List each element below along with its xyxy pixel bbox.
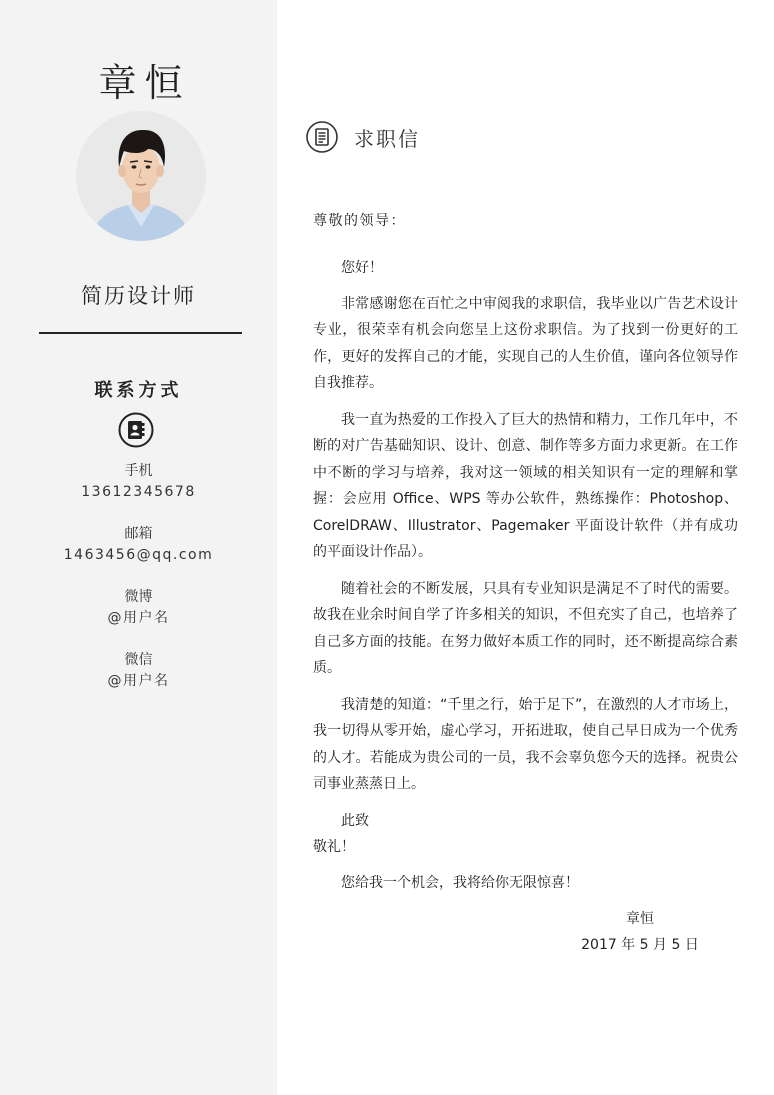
contact-value: @用户名 [107, 610, 170, 626]
job-title: 简历设计师 [81, 284, 196, 308]
signature-date: 2017 年 5 月 5 日 [581, 937, 699, 953]
contact-email [0, 524, 277, 587]
contact-value: 13612345678 [81, 484, 196, 500]
address-book-icon [118, 412, 154, 448]
contact-weibo [0, 587, 277, 650]
contact-value: @用户名 [107, 673, 170, 689]
divider [39, 332, 242, 334]
letter-greeting: 尊敬的领导： [313, 213, 406, 229]
letter-signature [540, 906, 740, 958]
letter-paragraph: 您好！ [341, 260, 383, 276]
avatar-portrait [76, 111, 206, 241]
cover-letter-body [313, 209, 738, 896]
contact-label: 邮箱 [124, 526, 153, 542]
contact-wechat [0, 650, 277, 713]
profile-name: 章恒 [98, 61, 191, 105]
contact-section-title: 联系方式 [94, 380, 183, 401]
letter-closing: 此致 [341, 812, 369, 829]
letter-paragraph: 非常感谢您在百忙之中审阅我的求职信，我毕业以广告艺术设计专业，很荣幸有机会向您呈上这份求职信。为了找到一份更好的工作，更好的发挥自己的才能，实现自己的人生价值，谨向各位领导作自我推荐。 [313, 295, 738, 391]
contact-label: 微博 [124, 589, 153, 605]
letter-title: 求职信 [354, 127, 420, 151]
letter-paragraph: 我一直为热爱的工作投入了巨大的热情和精力，工作几年中，不断的对广告基础知识、设计、创意、制作等多方面力求更新。在工作中不断的学习与培养，我对这一领域的相关知识有一定的理解和掌握：会应用 Office、WPS 等办公软件，熟练操作：Photoshop、CorelDRAW、Illustrator、Pagemaker 平面设计软件（并有成功的平面设计作品）。 [313, 411, 738, 560]
contact-label: 手机 [124, 463, 153, 479]
contact-phone [0, 461, 277, 524]
letter-paragraph: 随着社会的不断发展，只具有专业知识是满足不了时代的需要。故我在业余时间自学了许多相关的知识，不但充实了自己，也培养了自己多方面的技能。在努力做好本质工作的同时，还不断提高综合素质。 [313, 580, 738, 676]
contact-value: 1463456@qq.com [63, 547, 214, 563]
contact-list [0, 461, 277, 713]
signature-name: 章恒 [626, 911, 654, 927]
sidebar [0, 0, 277, 1095]
avatar [76, 111, 206, 241]
letter-salute: 敬礼！ [313, 838, 355, 855]
contact-label: 微信 [124, 652, 153, 668]
document-icon [306, 121, 338, 153]
letter-postscript: 您给我一个机会，我将给你无限惊喜！ [341, 874, 579, 891]
letter-paragraph: 我清楚的知道：“千里之行，始于足下”，在激烈的人才市场上，我一切得从零开始，虚心学习，开拓进取，使自己早日成为一个优秀的人才。若能成为贵公司的一员，我不会辜负您今天的选择。祝贵公司事业蒸蒸日上。 [313, 696, 738, 792]
